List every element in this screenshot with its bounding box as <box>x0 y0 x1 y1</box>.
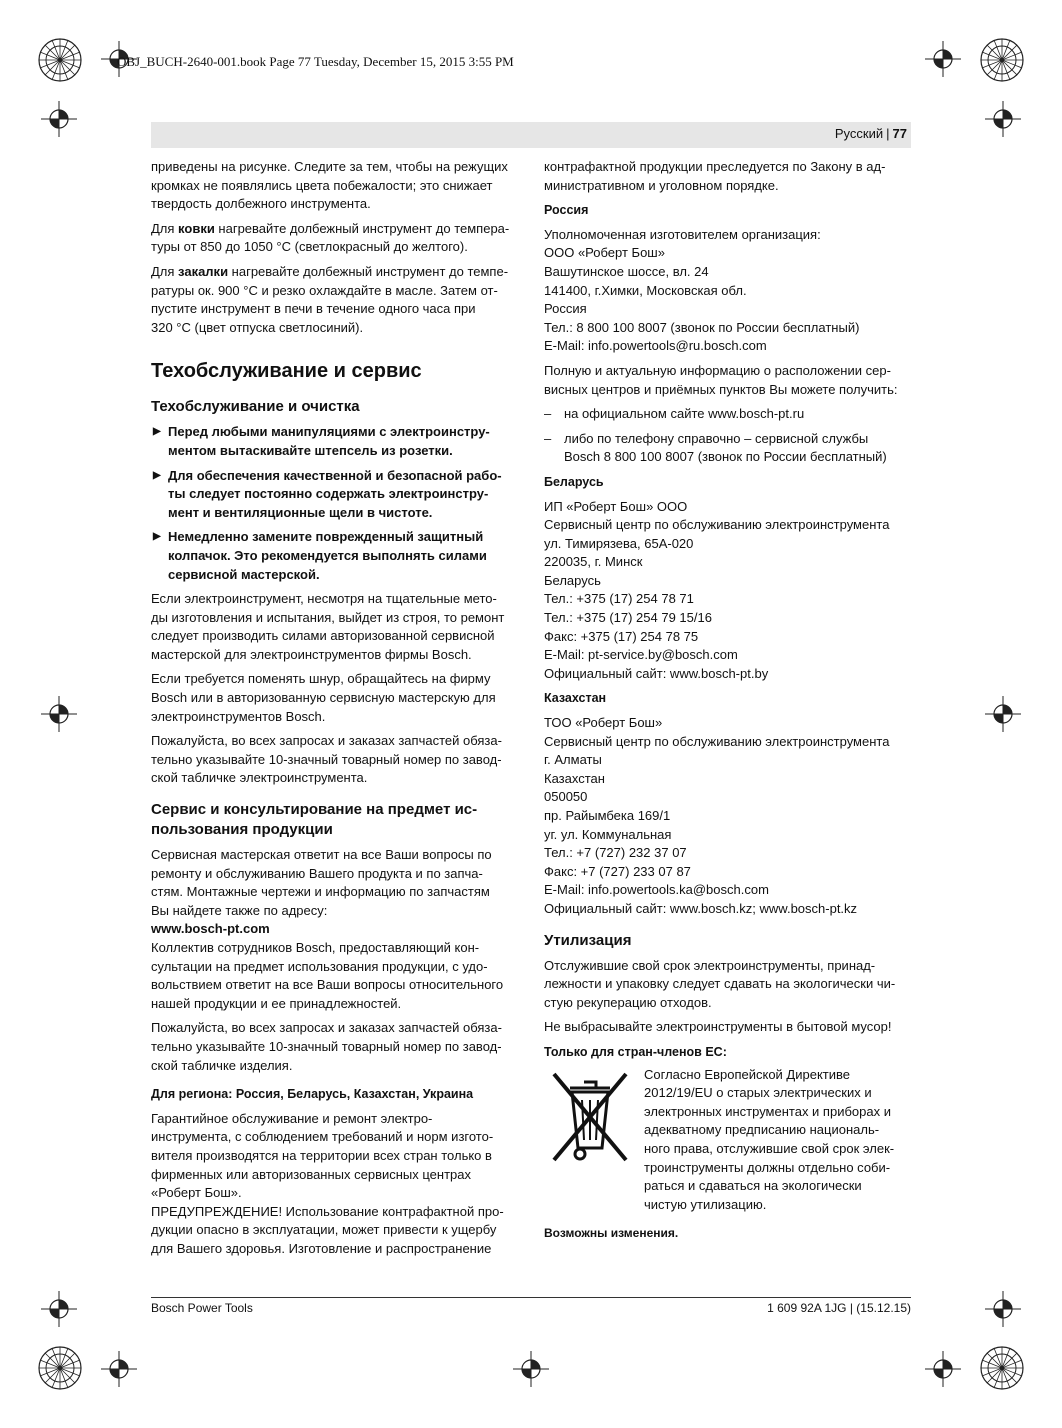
crosshair-mark-icon <box>41 1291 77 1327</box>
dash-item: – либо по телефону справочно – сервисной службы Bosch 8 800 100 8007 (звонок по России бесплатный) <box>544 430 887 465</box>
team-paragraph: Коллектив сотрудников Bosch, предоставляющий кон- сультации на предмет использования продукции, с удо- вольствием ответит на все Ваши вопросы относительного нашей продукции и ее принадлежностей. <box>151 940 504 1011</box>
page-number: 77 <box>892 126 907 141</box>
maintenance-title: Техобслуживание и очистка <box>151 398 360 416</box>
crosshair-mark-icon <box>985 1291 1021 1327</box>
belarus-title: Беларусь <box>544 474 604 489</box>
crosshair-mark-icon <box>985 696 1021 732</box>
repair-paragraph: Если электроинструмент, несмотря на тщательные мето- ды изготовления и испытания, выйдет из строя, то ремонт следует производить силами авторизованной сервисной мастерской для электроинструментов фирмы Bosch. <box>151 591 505 662</box>
kazakhstan-email[interactable]: E-Mail: info.powertools.ka@bosch.com <box>544 882 769 898</box>
parts-paragraph: Пожалуйста, во всех запросах и заказах запчастей обяза- тельно указывайте 10-значный товарный номер по завод- ской табличке электроинструмента. <box>151 733 502 786</box>
warranty-paragraph: Гарантийное обслуживание и ремонт электро- инструмента, с соблюдением требований и норм изгото- вителя производятся на территории всех стран только в фирменных или авторизованных сервисных центрах «Роберт Бош». ПРЕДУПРЕЖДЕНИЕ! Использование контрафактной про- дукции опасно в эксплуатации, может привести к ущербу для Вашего здоровья. Изготовление и распространение <box>151 1110 504 1256</box>
crosshair-mark-icon <box>985 101 1021 137</box>
parts-paragraph-2: Пожалуйста, во всех запросах и заказах запчастей обяза- тельно указывайте 10-значный товарный номер по завод- ской табличке изделия. <box>151 1020 502 1073</box>
section-title: Техобслуживание и сервис <box>151 360 422 383</box>
belarus-address: ИП «Роберт Бош» ООО Сервисный центр по обслуживанию электроинструмента ул. Тимирязева, 65А-020 220035, г. Минск Беларусь Тел.: +375 (17) 254 78 71 Тел.: +375 (17) 254 79 15/16 Факс: +375 (17) 254 78 75 E-Mail: pt-service.by@bosch.com Официальный сайт: www.bosch-pt.by <box>544 498 911 684</box>
registration-mark-icon <box>978 1344 1026 1392</box>
right-column <box>544 158 911 1243</box>
belarus-email[interactable]: E-Mail: pt-service.by@bosch.com <box>544 647 738 663</box>
footer-doc-ref: 1 609 92A 1JG | (15.12.15) <box>767 1301 911 1315</box>
registration-mark-icon <box>978 36 1026 84</box>
crosshair-mark-icon <box>41 101 77 137</box>
region-title: Для региона: Россия, Беларусь, Казахстан, Украина <box>151 1087 474 1102</box>
page-language: Русский <box>834 126 884 141</box>
page-header <box>835 126 911 141</box>
weee-block <box>544 1066 911 1215</box>
disposal-title: Утилизация <box>544 931 632 949</box>
russia-email[interactable]: E-Mail: info.powertools@ru.bosch.com <box>544 338 767 354</box>
crossed-out-wheelie-bin-icon <box>544 1066 636 1168</box>
footer-divider <box>151 1297 911 1298</box>
left-column <box>151 158 517 1265</box>
eu-title: Только для стран-членов ЕС: <box>544 1044 727 1059</box>
bullet-arrow-icon: ▶ <box>153 531 161 543</box>
registration-mark-icon <box>36 36 84 84</box>
dash-symbol: – <box>544 430 552 446</box>
changes-note: Возможны изменения. <box>544 1226 679 1241</box>
service-url-link[interactable]: www.bosch-pt.com <box>151 921 270 937</box>
crosshair-mark-icon <box>513 1351 549 1387</box>
dash-item: – на официальном сайте www.bosch-pt.ru <box>544 405 911 424</box>
bullet-arrow-icon: ▶ <box>153 426 161 438</box>
dash-symbol: – <box>544 406 552 422</box>
bullet-item: ▶ Для обеспечения качественной и безопасной рабо- ты следует постоянно содержать электроинстру- мент и вентиляционные щели в чистоте. <box>153 467 502 520</box>
kazakhstan-title: Казахстан <box>544 691 607 706</box>
page-header-separator: | <box>886 126 890 141</box>
info-paragraph: Полную и актуальную информацию о расположении сер- висных центров и приёмных пунктов Вы можете получить: <box>544 362 898 397</box>
forging-paragraph: Для ковки нагревайте долбежный инструмент до темпера- туры от 850 до 1050 °C (светлокрасный до желтого). <box>151 220 510 255</box>
bullet-item: ▶ Перед любыми манипуляциями с электроинстру- ментом вытаскивайте штепсель из розетки. <box>153 424 490 458</box>
russia-title: Россия <box>544 203 589 218</box>
hardening-paragraph: Для закалки нагревайте долбежный инструмент до темпе- ратуры ок. 900 °C и резко охлаждайте в масле. Затем от- пустите инструмент в печи в течение одного часа при 320 °C (цвет отпуска светлосиний). <box>151 263 509 335</box>
book-header: OBJ_BUCH-2640-001.book Page 77 Tuesday, December 15, 2015 3:55 PM <box>117 54 514 69</box>
page-header-band <box>151 122 911 148</box>
service-title: Сервис и консультирование на предмет ис- пользования продукции <box>151 801 478 839</box>
crosshair-mark-icon <box>925 1351 961 1387</box>
eu-directive-text: Согласно Европейской Директиве 2012/19/EU о старых электрических и электронных инструментах и приборах и адекватному предписанию националь- ного права, отслужившие свой срок элек- троинструменты должны отдельно соби- раться и сдаваться на экологически чистую утилизацию. <box>644 1066 895 1212</box>
bullet-arrow-icon: ▶ <box>153 469 161 481</box>
disposal-note: Не выбрасывайте электроинструменты в бытовой мусор! <box>544 1019 892 1035</box>
russia-address: Уполномоченная изготовителем организация: ООО «Роберт Бош» Вашутинское шоссе, вл. 24 141400, г.Химки, Московская обл. Россия Тел.: 8 800 100 8007 (звонок по России бесплатный) E-Mail: info.powertools@ru.bosch.com <box>544 226 911 356</box>
bullet-item: ▶ Немедленно замените поврежденный защитный колпачок. Это рекомендуется выполнять силами сервисной мастерской. <box>153 529 487 582</box>
registration-mark-icon <box>36 1344 84 1392</box>
disposal-paragraph: Отслужившие свой срок электроинструменты, принад- лежности и упаковку следует сдавать на экологически чи- стую рекуперацию отходов. <box>544 957 896 1010</box>
cord-paragraph: Если требуется поменять шнур, обращайтесь на фирму Bosch или в авторизованную сервисную мастерскую для электроинструментов Bosch. <box>151 671 496 724</box>
kazakhstan-website[interactable]: Официальный сайт: www.bosch.kz; www.bosch-pt.kz <box>544 900 858 916</box>
belarus-website[interactable]: Официальный сайт: www.bosch-pt.by <box>544 665 769 681</box>
continuation-paragraph: контрафактной продукции преследуется по Закону в ад- министративном и уголовном порядке. <box>544 159 886 193</box>
intro-paragraph: приведены на рисунке. Следите за тем, чтобы на режущих кромках не появлялись цвета побежалости; это снижает твердость долбежного инструмента. <box>151 159 508 212</box>
crosshair-mark-icon <box>41 696 77 732</box>
kazakhstan-address: ТОО «Роберт Бош» Сервисный центр по обслуживанию электроинструмента г. Алматы Казахстан 050050 пр. Райымбека 169/1 уг. ул. Коммунальная Тел.: +7 (727) 232 37 07 Факс: +7 (727) 233 07 87 E-Mail: info.powertools.ka@bosch.com Официальный сайт: www.bosch.kz; www.bosch-pt.kz <box>544 714 911 919</box>
crosshair-mark-icon <box>925 41 961 77</box>
service-paragraph: Сервисная мастерская ответит на все Ваши вопросы по ремонту и обслуживанию Вашего продукта и по запча- стям. Монтажные чертежи и информацию по запчастям Вы найдете также по адресу: www.bosch-pt.com <box>151 846 517 939</box>
footer-brand: Bosch Power Tools <box>151 1301 253 1315</box>
crosshair-mark-icon <box>101 1351 137 1387</box>
